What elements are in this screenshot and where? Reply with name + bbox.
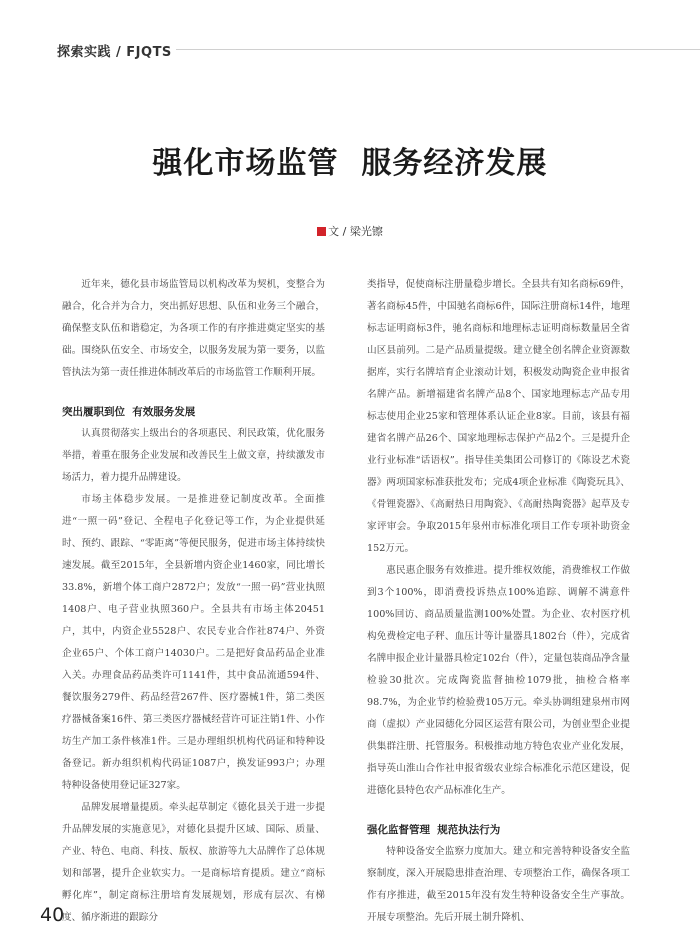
article-title: 强化市场监管 服务经济发展 (152, 146, 548, 181)
paragraph: 特种设备安全监察力度加大。建立和完善特种设备安全监察制度，深入开展隐患排查治理、专项整治工作，确保各项工作有序推进，截至2015年没有发生特种设备安全生产事故。开展专项整治。先后开展土制升降机、 (367, 846, 630, 923)
page-number: 40 (40, 904, 65, 926)
author-name: 文 / 梁光镲 (328, 225, 383, 238)
paragraph: 惠民惠企服务有效推进。提升维权效能，消费维权工作做到3个100%，即消费投诉热点100%追踪、调解不满意件100%回访、商品质量监测100%处置。为企业、农村医疗机构免费检定电子秤、血压计等计量器具1802台（件），完成省名牌申报企业计量器具检定102台（件），定量包装商品净含量检验30批次。完成陶瓷监督抽检1079批，抽检合格率98.7%，为企业节约检验费105万元。牵头协调组建泉州市网商（虚拟）产业园德化分园区运营有限公司，为创业型企业提供集群注册、托管服务。积极推动地方特色农业产业化发展，指导英山淮山合作社申报省级农业综合标准化示范区建设，促进德化县特色农产品标准化生产。 (367, 565, 630, 796)
red-square-icon (317, 227, 326, 236)
left-column (62, 274, 325, 929)
paragraph-continued: 类指导，促使商标注册量稳步增长。全县共有知名商标69件，著名商标45件，中国驰名商标6件，国际注册商标14件，地理标志证明商标3件，驰名商标和地理标志证明商标数量居全省山区县前列。二是产品质量提级。建立健全创名牌企业资源数据库，实行名牌培育企业滚动计划，积极发动陶瓷企业申报省名牌产品。新增福建省名牌产品8个、国家地理标志产品专用标志使用企业25家和管理体系认证企业8家。目前，该县有福建省名牌产品26个、国家地理标志保护产品2个。三是提升企业行业标准“话语权”。指导佳美集团公司修订的《陈设艺术瓷器》两项国家标准获批发布；完成4项企业标准《陶瓷玩具》、《骨锂瓷器》、《高耐热日用陶瓷》、《高耐热陶瓷器》起草及专家评审会。争取2015年泉州市标准化项目工作专项补助资金152万元。 (367, 279, 630, 554)
paragraph: 认真贯彻落实上级出台的各项惠民、利民政策，优化服务举措，着重在服务企业发展和改善民生上做文章，持续激发市场活力，着力提升品牌建设。 (62, 428, 325, 483)
header-rule (176, 49, 700, 50)
paragraph: 市场主体稳步发展。一是推进登记制度改革。全面推进“一照一码”登记、全程电子化登记等工作，为企业提供延时、预约、跟踪、“零距离”等便民服务，促进市场主体持续快速发展。截至2015年，全县新增内资企业1460家，同比增长33.8%，新增个体工商户2872户；发放“一照一码”营业执照1408户、电子营业执照360户。全县共有市场主体20451户，其中，内资企业5528户、农民专业合作社874户、外资企业65户、个体工商户14030户。二是把好食品药品企业准入关。办理食品药品类许可1141件，其中食品流通594件、餐饮服务279件、药品经营267件、医疗器械1件，第二类医疗器械备案16件、第三类医疗器械经营许可证注销1件、小作坊生产加工条件核准1件。三是办理组织机构代码证和特种设备登记。新办组织机构代码证1087户，换发证993户；办理特种设备使用登记证327家。 (62, 494, 325, 791)
right-column (367, 274, 630, 929)
intro-paragraph: 近年来，德化县市场监管局以机构改革为契机，变整合为融合，化合并为合力，突出抓好思想、队伍和业务三个融合，确保整支队伍和谐稳定，为各项工作的有序推进奠定坚实的基础。围绕队伍安全、市场安全，以服务发展为第一要务，以监管执法为第一责任推进体制改革后的市场监管工作顺利开展。 (62, 279, 325, 378)
section-header: 探索实践 / FJQTS (57, 45, 172, 60)
author-line (0, 223, 700, 239)
paragraph: 品牌发展增量提质。牵头起草制定《德化县关于进一步提升品牌发展的实施意见》，对德化县提升区域、国际、质量、产业、特色、电商、科技、版权、旅游等九大品牌作了总体规划和部署，提升企业软实力。一是商标培育提质。建立“商标孵化库”，制定商标注册培育发展规划，形成有层次、有梯度、循序渐进的跟踪分 (62, 802, 325, 923)
section-heading-1: 突出履职到位 有效服务发展 (62, 406, 196, 418)
section-heading-2: 强化监督管理 规范执法行为 (367, 824, 501, 836)
